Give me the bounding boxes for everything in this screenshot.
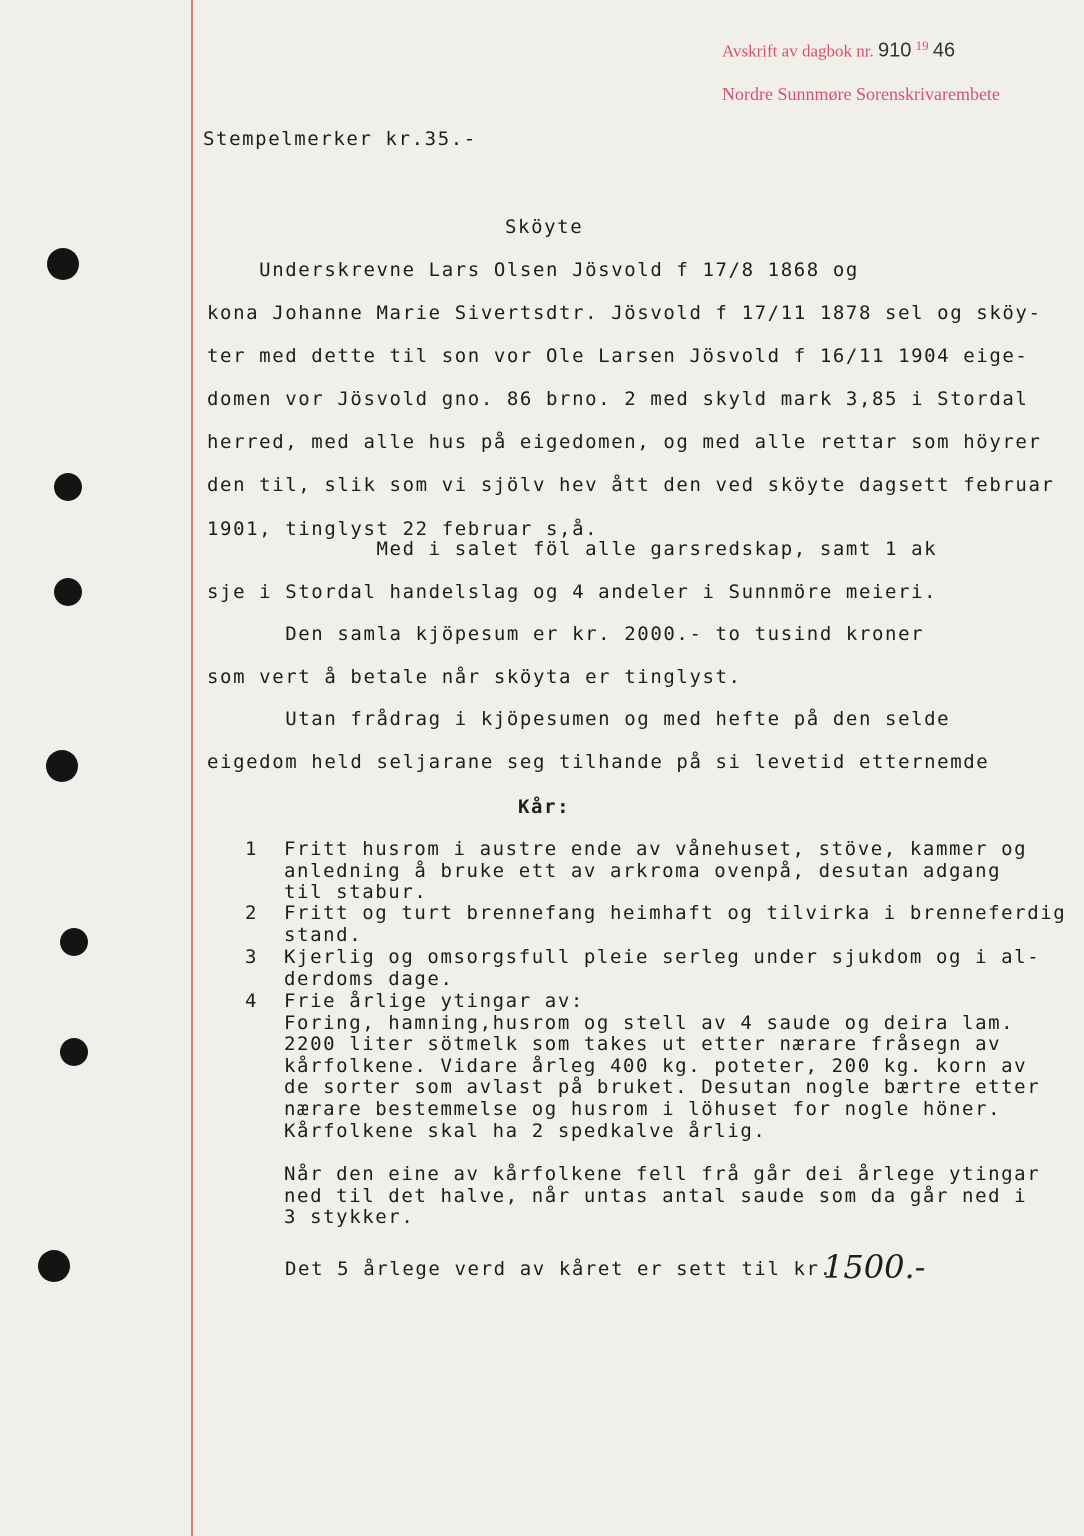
body-line: kona Johanne Marie Sivertsdtr. Jösvold f 17/11 1878 sel og sköy- [207, 302, 1042, 324]
kar-item-line: Kårfolkene skal ha 2 spedkalve årlig. [284, 1119, 767, 1142]
note-line: 3 stykker. [284, 1206, 415, 1229]
stamp-number: 910 [877, 39, 912, 62]
kar-item-line: derdoms dage. [284, 967, 454, 990]
value-line: Det 5 årlege verd av kåret er sett til kr. [285, 1258, 833, 1280]
body-line: Med i salet föl alle garsredskap, samt 1 ak [207, 538, 938, 560]
kar-item-line: Fritt og turt brennefang heimhaft og tilvirka i brenneferdig [284, 902, 1067, 924]
kar-item-line: stand. [284, 923, 363, 946]
document-title: Sköyte [505, 216, 584, 238]
stamp-prefix: Avskrift av dagbok nr. [722, 41, 874, 61]
binder-hole [38, 1250, 70, 1282]
kar-item-line: nærare bestemmelse og husrom i löhuset for nogle höner. [284, 1098, 1002, 1120]
body-line: Utan frådrag i kjöpesumen og med hefte på den selde [207, 708, 951, 730]
stamp-year-century: 19 [915, 38, 929, 53]
binder-hole [54, 473, 82, 501]
stamp-office: Nordre Sunnmøre Sorenskrivarembete [722, 84, 1000, 104]
note-line: ned til det halve, når untas antal saude som da går ned i [284, 1184, 1028, 1207]
stamp-duty-line: Stempelmerker kr.35.- [203, 128, 477, 150]
note-line: Når den eine av kårfolkene fell frå går dei årlege ytingar [284, 1163, 1041, 1185]
body-line: som vert å betale når sköyta er tinglyst. [207, 666, 742, 688]
binder-hole [60, 1038, 88, 1066]
body-line: ter med dette til son vor Ole Larsen Jösvold f 16/11 1904 eige- [207, 345, 1029, 367]
body-line: sje i Stordal handelslag og 4 andeler i Sunnmöre meieri. [207, 581, 938, 603]
kar-item-number: 2 [245, 902, 259, 924]
kar-item-line: Kjerlig og omsorgsfull pleie serleg under sjukdom og i al- [284, 946, 1041, 968]
stamp-year: 46 [932, 39, 956, 62]
binder-hole [46, 750, 78, 782]
body-line: herred, med alle hus på eigedomen, og med alle rettar som höyrer [207, 431, 1042, 453]
kar-item-line: de sorter som avlast på bruket. Desutan nogle bærtre etter [284, 1076, 1041, 1099]
kar-item-line: Frie årlige ytingar av: [284, 990, 584, 1012]
body-line: Underskrevne Lars Olsen Jösvold f 17/8 1868 og [207, 259, 859, 281]
kar-item-number: 3 [245, 946, 259, 968]
kar-item-number: 1 [245, 838, 259, 860]
kar-item-line: 2200 liter sötmelk som takes ut etter nærare fråsegn av [284, 1033, 1002, 1056]
body-line: eigedom held seljarane seg tilhande på si levetid etternemde [207, 751, 990, 773]
kar-item-line: til stabur. [284, 881, 428, 904]
body-line: domen vor Jösvold gno. 86 brno. 2 med skyld mark 3,85 i Stordal [207, 388, 1029, 410]
binder-hole [54, 578, 82, 606]
kar-item-line: Fritt husrom i austre ende av vånehuset, stöve, kammer og [284, 838, 1028, 860]
margin-line [191, 0, 193, 1536]
kar-heading: Kår: [518, 796, 571, 818]
kar-item-line: kårfolkene. Vidare årleg 400 kg. poteter, 200 kg. korn av [284, 1054, 1028, 1077]
binder-hole [47, 248, 79, 280]
kar-item-line: anledning å bruke ett av arkroma ovenpå, desutan adgang [284, 859, 1002, 882]
value-amount-handwritten: 1500.- [823, 1248, 926, 1286]
body-line: Den samla kjöpesum er kr. 2000.- to tusind kroner [207, 623, 925, 645]
body-line: den til, slik som vi sjölv hev ått den ved sköyte dagsett februar [207, 474, 1055, 496]
binder-hole [60, 928, 88, 956]
journal-stamp [722, 38, 955, 63]
body-line: 1901, tinglyst 22 februar s,å. [207, 518, 599, 540]
kar-item-number: 4 [245, 990, 259, 1012]
kar-item-line: Foring, hamning,husrom og stell av 4 saude og deira lam. [284, 1011, 1015, 1034]
